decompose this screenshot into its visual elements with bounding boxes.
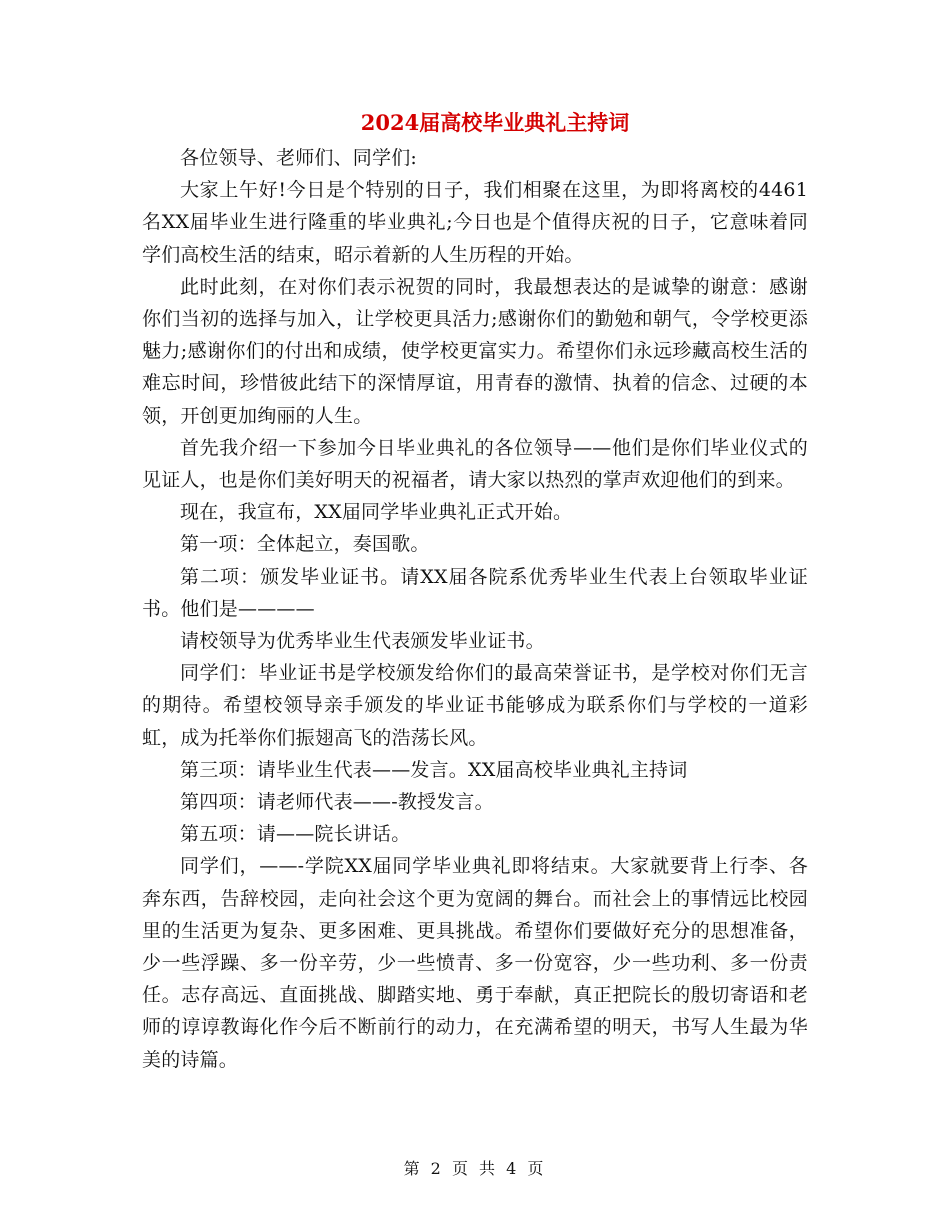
item-two-paragraph: 第二项：颁发毕业证书。请XX届各院系优秀毕业生代表上台领取毕业证书。他们是———— (142, 565, 808, 620)
opening-paragraph: 大家上午好!今日是个特别的日子，我们相聚在这里，为即将离校的4461名XX届毕业生进行隆重的毕业典礼;今日也是个值得庆祝的日子，它意味着同学们高校生活的结束，昭示着新的人生历程的开始。 (142, 179, 808, 266)
announcement-paragraph: 现在，我宣布，XX届同学毕业典礼正式开始。 (180, 501, 573, 524)
greeting-paragraph: 各位领导、老师们、同学们: (180, 147, 418, 169)
item-three-paragraph: 第三项：请毕业生代表——发言。XX届高校毕业典礼主持词 (180, 758, 688, 781)
introduction-paragraph: 首先我介绍一下参加今日毕业典礼的各位领导——他们是你们毕业仪式的见证人，也是你们美好明天的祝福者，请大家以热烈的掌声欢迎他们的到来。 (142, 436, 808, 492)
certificate-paragraph: 请校领导为优秀毕业生代表颁发毕业证书。 (180, 630, 545, 653)
document-page (142, 108, 808, 1076)
thanks-paragraph: 此时此刻，在对你们表示祝贺的同时，我最想表达的是诚挚的谢意：感谢你们当初的选择与加入，让学校更具活力;感谢你们的勤勉和朝气，令学校更添魅力;感谢你们的付出和成绩，使学校更富实力。希望你们永远珍藏高校生活的难忘时间，珍惜彼此结下的深情厚谊，用青春的激情、执着的信念、过硬的本领，开创更加绚丽的人生。 (142, 275, 808, 427)
item-five-paragraph: 第五项：请——院长讲话。 (180, 823, 411, 846)
certificate-meaning-paragraph: 同学们：毕业证书是学校颁发给你们的最高荣誉证书，是学校对你们无言的期待。希望校领导亲手颁发的毕业证书能够成为联系你们与学校的一道彩虹，成为托举你们振翅高飞的浩荡长风。 (142, 662, 808, 749)
closing-paragraph: 同学们，——-学院XX届同学毕业典礼即将结束。大家就要背上行李、各奔东西，告辞校园，走向社会这个更为宽阔的舞台。而社会上的事情远比校园里的生活更为复杂、更多困难、更具挑战。希望你们要做好充分的思想准备，少一些浮躁、多一份辛劳，少一些愤青、多一份宽容，少一些功利、多一份责任。志存高远、直面挑战、脚踏实地、勇于奉献，真正把院长的殷切寄语和老师的谆谆教诲化作今后不断前行的动力，在充满希望的明天，书写人生最为华美的诗篇。 (142, 855, 808, 1071)
page-number-footer: 第 2 页 共 4 页 (403, 1159, 547, 1178)
document-title: 2024届高校毕业典礼主持词 (360, 110, 630, 135)
item-four-paragraph: 第四项：请老师代表——-教授发言。 (180, 791, 494, 814)
item-one-paragraph: 第一项：全体起立，奏国歌。 (180, 533, 430, 556)
